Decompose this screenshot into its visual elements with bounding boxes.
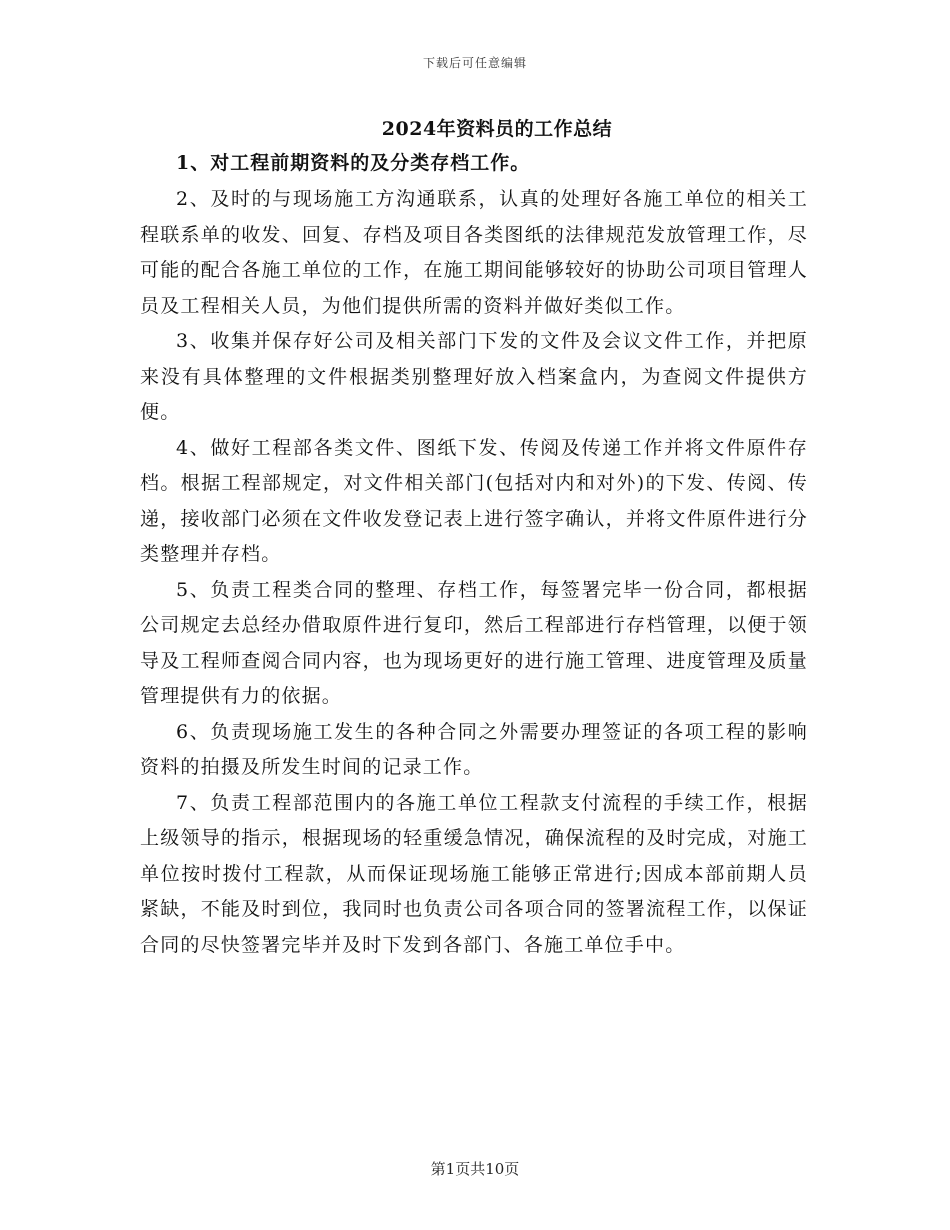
- document-title: 2024年资料员的工作总结: [381, 118, 613, 140]
- paragraph-6: 6、负责现场施工发生的各种合同之外需要办理签证的各项工程的影响资料的拍摄及所发生时间的记录工作。: [140, 720, 808, 778]
- page-indicator: 第1页共10页: [430, 1160, 520, 1178]
- paragraph-3: 3、收集并保存好公司及相关部门下发的文件及会议文件工作，并把原来没有具体整理的文件根据类别整理好放入档案盒内，为查阅文件提供方便。: [140, 330, 808, 423]
- paragraph-5: 5、负责工程类合同的整理、存档工作，每签署完毕一份合同，都根据公司规定去总经办借取原件进行复印，然后工程部进行存档管理，以便于领导及工程师查阅合同内容，也为现场更好的进行施工管理、进度管理及质量管理提供有力的依据。: [140, 578, 808, 707]
- paragraph-7: 7、负责工程部范围内的各施工单位工程款支付流程的手续工作，根据上级领导的指示，根据现场的轻重缓急情况，确保流程的及时完成，对施工单位按时拨付工程款，从而保证现场施工能够正常进行;因成本部前期人员紧缺，不能及时到位，我同时也负责公司各项合同的签署流程工作，以保证合同的尽快签署完毕并及时下发到各部门、各施工单位手中。: [140, 791, 808, 956]
- paragraph-2: 2、及时的与现场施工方沟通联系，认真的处理好各施工单位的相关工程联系单的收发、回复、存档及项目各类图纸的法律规范发放管理工作，尽可能的配合各施工单位的工作，在施工期间能够较好的协助公司项目管理人员及工程相关人员，为他们提供所需的资料并做好类似工作。: [140, 188, 808, 317]
- section-heading: 1、对工程前期资料的及分类存档工作。: [176, 152, 531, 174]
- document-body: [140, 182, 808, 963]
- paragraph-4: 4、做好工程部各类文件、图纸下发、传阅及传递工作并将文件原件存档。根据工程部规定，对文件相关部门(包括对内和对外)的下发、传阅、传递，接收部门必须在文件收发登记表上进行签字确认，并将文件原件进行分类整理并存档。: [140, 436, 808, 565]
- header-note: 下载后可任意编辑: [422, 56, 527, 70]
